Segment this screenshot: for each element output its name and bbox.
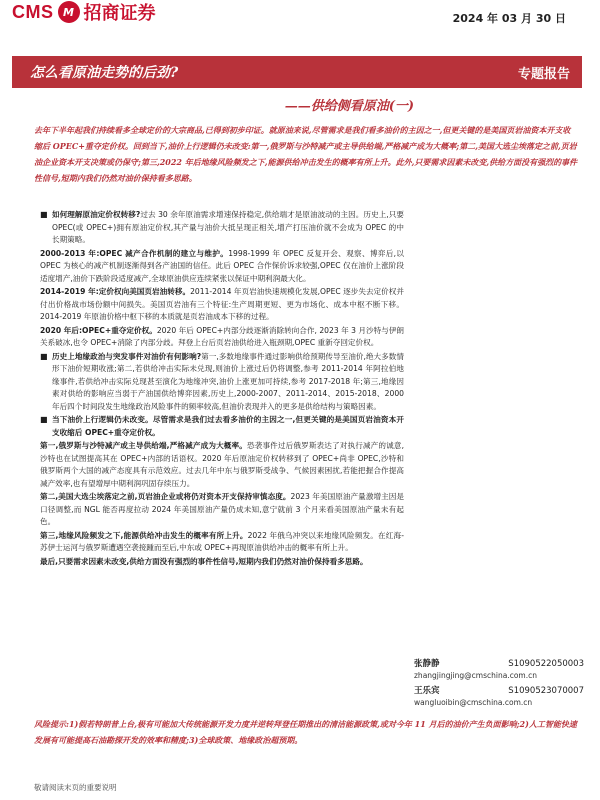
body-paragraph <box>40 325 404 350</box>
paragraph-text: 恐袭事件过后俄罗斯表达了对执行减产的诚意,沙特也在试图提高其在 OPEC+内部的话语权。2020 年后原油定价权转移到了 OPEC+尚非 OPEC,沙特和俄罗斯两个大国的减产态度具有示范效应。过去几年中东与俄罗斯受战争、气候因素困扰,若能把握合作提高减产效率,也有望增厚中期利润巩固存续压力。 <box>40 441 404 488</box>
analyst-block <box>414 658 584 681</box>
paragraph-text: 2020 年后 OPEC+内部分歧逐渐消除转向合作, 2023 年 3 月沙特与伊朗关系破冰,也令 OPEC+消除了内部分歧。拜登上台后页岩油供给进入瓶颈期,OPEC 重新夺回定价权。 <box>40 325 404 347</box>
paragraph-lead: 第一,俄罗斯与沙特减产或主导供给端,严格减产成为大概率。 <box>40 441 247 450</box>
paragraph-lead: 历史上地缘政治与突发事件对油价有何影响? <box>52 351 202 361</box>
report-type-tag: 专题报告 <box>517 66 570 82</box>
logo-chinese-text: 招商证券 <box>83 3 156 24</box>
paragraph-lead: 当下油价上行逻辑仍未改变。尽管需求是我们过去看多油价的主因之一,但更关键的是美国页岩油资本开支收缩后 OPEC+重夺定价权。 <box>52 415 404 437</box>
paragraph-lead: 2014-2019 年:定价权向美国页岩油转移。 <box>40 287 191 296</box>
paragraph-lead: 如何理解原油定价权转移? <box>52 210 141 219</box>
paragraph-text: 过去 30 余年原油需求增速保持稳定,供给端才是原油波动的主因。历史上,只要 OPEC(或 OPEC+)拥有原油定价权,其产量与油价大抵呈现正相关,增产打压油价就不会成为 OPEC 的中长期策略。 <box>52 210 404 244</box>
body-paragraph <box>40 530 404 555</box>
analyst-email[interactable]: zhangjingjing@cmschina.com.cn <box>414 671 537 680</box>
bullet-square-icon: ■ <box>40 210 48 219</box>
body-paragraph <box>40 209 404 247</box>
report-date: 2024 年 03 月 30 日 <box>452 12 566 25</box>
paragraph-text: 第一,多数地缘事件通过影响供给预期传导至油价,绝大多数情形下油价短期收涨;第二,若供给冲击实际未兑现,则油价上涨过后仍将调整,参考 2011-2014 年阿拉伯地缘事件,若供给冲击实际兑现甚至演化为地缘冲突,油价上涨更加可持续,参考 2017-2018 年;第三,地缘因素对供给的影响应当弱于产油国供给博弈因素,历史上,2000-2007、2011-2014、2015-2018、2000 年后四个时间段发生地缘政治风险事件的频率较高,但油价表现并入的更多是供给结构与策略因素。 <box>52 351 404 411</box>
paragraph-lead: 第三,地缘风险频发之下,能源供给冲击发生的概率有所上升。 <box>40 530 248 540</box>
risk-warning: 风险提示:1)假若特朗普上台,极有可能加大传统能源开发力度并逆转拜登任期推出的清洁能源政策,或对今年 11 月后的油价产生负面影响;2)人工智能快速发展有可能提高石油勘探开发的效率和精度;3)全球政策、地缘政治超预期。 <box>34 719 577 745</box>
footer-disclaimer: 敬请阅读末页的重要说明 <box>34 783 117 792</box>
company-logo <box>12 2 156 22</box>
analyst-block <box>414 685 584 708</box>
body-paragraph <box>40 286 404 324</box>
analyst-name: 王乐宾 <box>414 686 440 696</box>
bullet-square-icon: ■ <box>40 415 48 424</box>
paragraph-text: 2023 年美国原油产量激增主因是口径调整,而 NGL 能否再度拉动 2024 年美国原油产量仍成未知,意宁就前 3 个月来看美国原油产量未有起色。 <box>40 492 404 526</box>
summary-paragraph: 去年下半年起我们持续看多全球定价的大宗商品,已得到初步印证。就原油来说,尽管需求是我们看多油价的主因之一,但更关键的是美国页岩油资本开支收缩后 OPEC+重夺定价权。回到当下,油价上行逻辑仍未改变:第一,俄罗斯与沙特减产或主导供给端,严格减产成为大概率;第二,美国大选尘埃落定之前,页岩油企业资本开支决策或仍保守;第三,2022 年后地缘风险频发之下,能源供给冲击发生的概率有所上升。此外,只要需求因素未改变,供给方面没有强烈的事件性信号,短期内我们仍然对油价保持看多思路。 <box>34 125 578 183</box>
logo-cms-text: CMS <box>12 1 54 22</box>
body-paragraph <box>40 414 404 439</box>
analyst-cert: S1090522050003 <box>508 659 584 669</box>
main-body <box>40 209 404 569</box>
paragraph-text: 2022 年俄乌冲突以来地缘风险频发。在红海-苏伊士运河与俄罗斯遭遇空袭接踵而至后,中东或 OPEC+再现原油供给冲击的概率有所上升。 <box>40 530 404 552</box>
analyst-cert: S1090523070007 <box>508 686 584 696</box>
paragraph-lead: 2000-2013 年:OPEC 减产合作机制的建立与维护。 <box>40 248 229 258</box>
body-paragraph <box>40 248 404 286</box>
report-title: 怎么看原油走势的后劲? <box>30 65 179 81</box>
paragraph-lead: 最后,只要需求因素未改变,供给方面没有强烈的事件性信号,短期内我们仍然对油价保持看多思路。 <box>40 556 368 566</box>
report-subtitle: ——供给侧看原油(一) <box>284 99 414 114</box>
paragraph-text: 1998-1999 年 OPEC 反复开会、观察、博弈后,以 OPEC 为核心的减产机制逐渐得到各产油国的信任。此后 OPEC 合作保价诉求较强,OPEC 仅在油价上涨阶段适度增产,油价下跌阶段适度减产,全球原油供应连续紧张以保证中期利润最大化。 <box>40 248 405 283</box>
bullet-square-icon: ■ <box>40 351 48 361</box>
paragraph-lead: 2020 年后:OPEC+重夺定价权。 <box>40 325 157 335</box>
paragraph-text: 2011-2014 年页岩油快速规模化发展,OPEC 逐步失去定价权并付出价格战市场份额中间损失。美国页岩油有三个特征:生产周期更短、更为市场化、成本中枢不断下移。2014-2019 年原油价格中枢下移的本质就是页岩油成本下移的过程。 <box>40 287 404 321</box>
body-paragraph <box>40 556 404 569</box>
title-banner <box>12 56 582 88</box>
analyst-sidebar <box>414 658 584 712</box>
analyst-name: 张静静 <box>414 659 440 669</box>
analyst-email[interactable]: wangluoibin@cmschina.com.cn <box>414 698 533 707</box>
body-paragraph <box>40 491 404 529</box>
body-paragraph <box>40 440 404 490</box>
paragraph-lead: 第二,美国大选尘埃落定之前,页岩油企业或将仍对资本开支保持审慎态度。 <box>40 492 291 501</box>
body-paragraph <box>40 351 404 414</box>
logo-mark-icon: M <box>58 1 80 23</box>
